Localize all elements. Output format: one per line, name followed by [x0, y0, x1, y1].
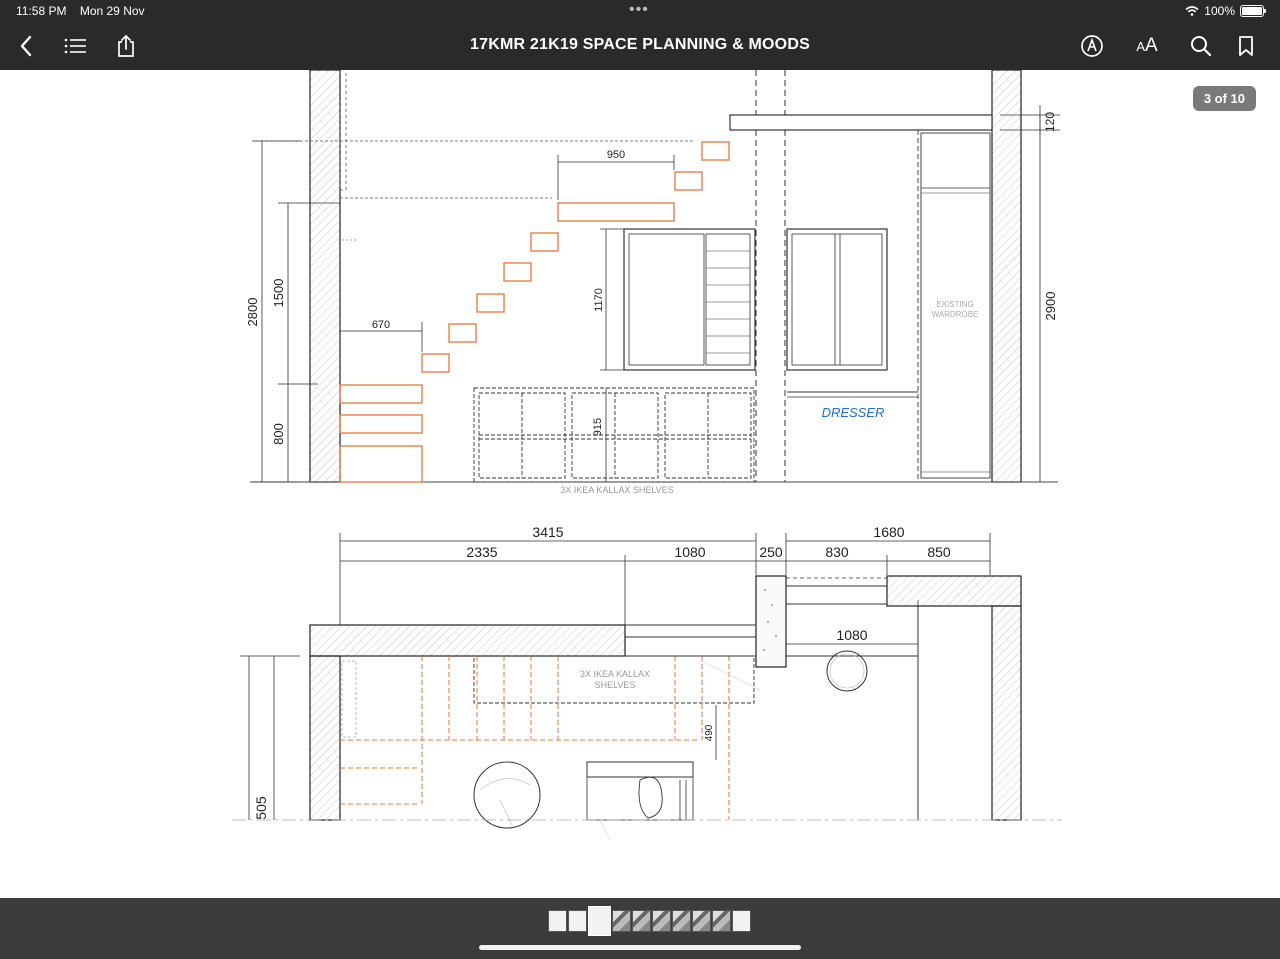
markup-icon[interactable]	[1078, 32, 1106, 60]
dim-950: 950	[606, 149, 626, 161]
home-indicator[interactable]	[479, 945, 801, 950]
bookmark-icon[interactable]	[1232, 32, 1260, 60]
multitasking-dots-icon[interactable]: •••	[629, 1, 649, 18]
thumbnail-page-5[interactable]	[632, 910, 651, 932]
dim-670: 670	[371, 319, 391, 331]
wifi-icon	[1185, 6, 1199, 16]
dim-1080-inner: 1080	[836, 627, 868, 643]
shelves-label-elevation: 3X IKEA KALLAX SHELVES	[560, 485, 674, 495]
plan-right-top-wall	[887, 576, 1021, 606]
dim-850: 850	[927, 544, 951, 560]
thumbnail-page-1[interactable]	[548, 910, 567, 932]
battery-icon	[1240, 5, 1264, 17]
thumbnail-page-6[interactable]	[652, 910, 671, 932]
text-size-large-glyph: A	[1144, 35, 1158, 56]
dim-120: 120	[1043, 111, 1057, 133]
plan-view	[232, 524, 1062, 840]
desk-chair	[639, 777, 662, 818]
dim-490: 490	[704, 724, 715, 742]
back-icon[interactable]	[12, 32, 40, 60]
status-bar	[0, 0, 1280, 22]
wardrobe-label-line2: WARDROBE	[931, 310, 979, 319]
page-indicator: 3 of 10	[1193, 86, 1256, 111]
dim-250: 250	[759, 544, 783, 560]
thumbnail-page-9[interactable]	[712, 910, 731, 932]
thumbnail-page-2[interactable]	[568, 910, 587, 932]
plan-right-wall	[992, 606, 1021, 820]
document-page[interactable]	[0, 70, 1280, 898]
floor-plan-drawing	[0, 70, 1280, 898]
thumbnail-page-10[interactable]	[732, 910, 751, 932]
kallax-shelves	[474, 388, 754, 482]
round-chair	[474, 762, 540, 828]
outline-list-icon[interactable]	[61, 32, 89, 60]
dresser	[787, 392, 918, 397]
thumbnail-page-3[interactable]	[588, 906, 611, 936]
dim-3415: 3415	[532, 524, 564, 540]
thumbnail-page-7[interactable]	[672, 910, 691, 932]
document-title: 17KMR 21K19 SPACE PLANNING & MOODS	[470, 36, 810, 53]
share-icon[interactable]	[112, 32, 140, 60]
plan-top-wall	[310, 625, 625, 656]
window-left	[624, 229, 755, 370]
dim-915: 915	[592, 417, 604, 437]
wardrobe-label-line1: EXISTING	[936, 300, 974, 309]
status-date: Mon 29 Nov	[79, 4, 145, 18]
stair-plan	[340, 656, 729, 820]
dim-1080: 1080	[674, 544, 706, 560]
dim-830: 830	[825, 544, 849, 560]
dim-1170: 1170	[593, 288, 605, 312]
dim-2800: 2800	[245, 297, 260, 327]
window-right	[787, 229, 887, 370]
status-time: 11:58 PM	[16, 4, 67, 18]
battery-percent: 100%	[1204, 4, 1235, 18]
dresser-label: DRESSER	[821, 405, 885, 420]
thumbnail-page-8[interactable]	[692, 910, 711, 932]
plan-left-wall	[310, 656, 340, 820]
elevation-left-wall	[310, 70, 340, 482]
text-size-icon[interactable]	[1131, 32, 1163, 60]
top-ledge	[730, 115, 992, 130]
round-stool	[827, 651, 867, 691]
toolbar	[0, 22, 1280, 70]
shelves-label-plan-line1: 3X IKEA KALLAX	[579, 669, 651, 679]
dim-1680: 1680	[873, 524, 905, 540]
search-icon[interactable]	[1187, 32, 1215, 60]
dim-505: 505	[253, 796, 269, 820]
thumbnail-page-4[interactable]	[612, 910, 631, 932]
dim-1500: 1500	[271, 278, 286, 308]
thumbnail-bar	[0, 898, 1280, 959]
plan-column	[756, 576, 786, 667]
desk	[587, 762, 693, 777]
stair-treads	[340, 142, 729, 482]
text-size-small-glyph: A	[1136, 38, 1145, 54]
shelves-label-plan-line2: SHELVES	[594, 680, 636, 690]
dim-2335: 2335	[466, 544, 498, 560]
thumbnail-strip[interactable]	[548, 910, 751, 936]
dim-2900: 2900	[1043, 291, 1058, 321]
dim-800: 800	[271, 423, 286, 445]
elevation-view	[245, 70, 1060, 495]
elevation-right-wall	[992, 70, 1021, 482]
